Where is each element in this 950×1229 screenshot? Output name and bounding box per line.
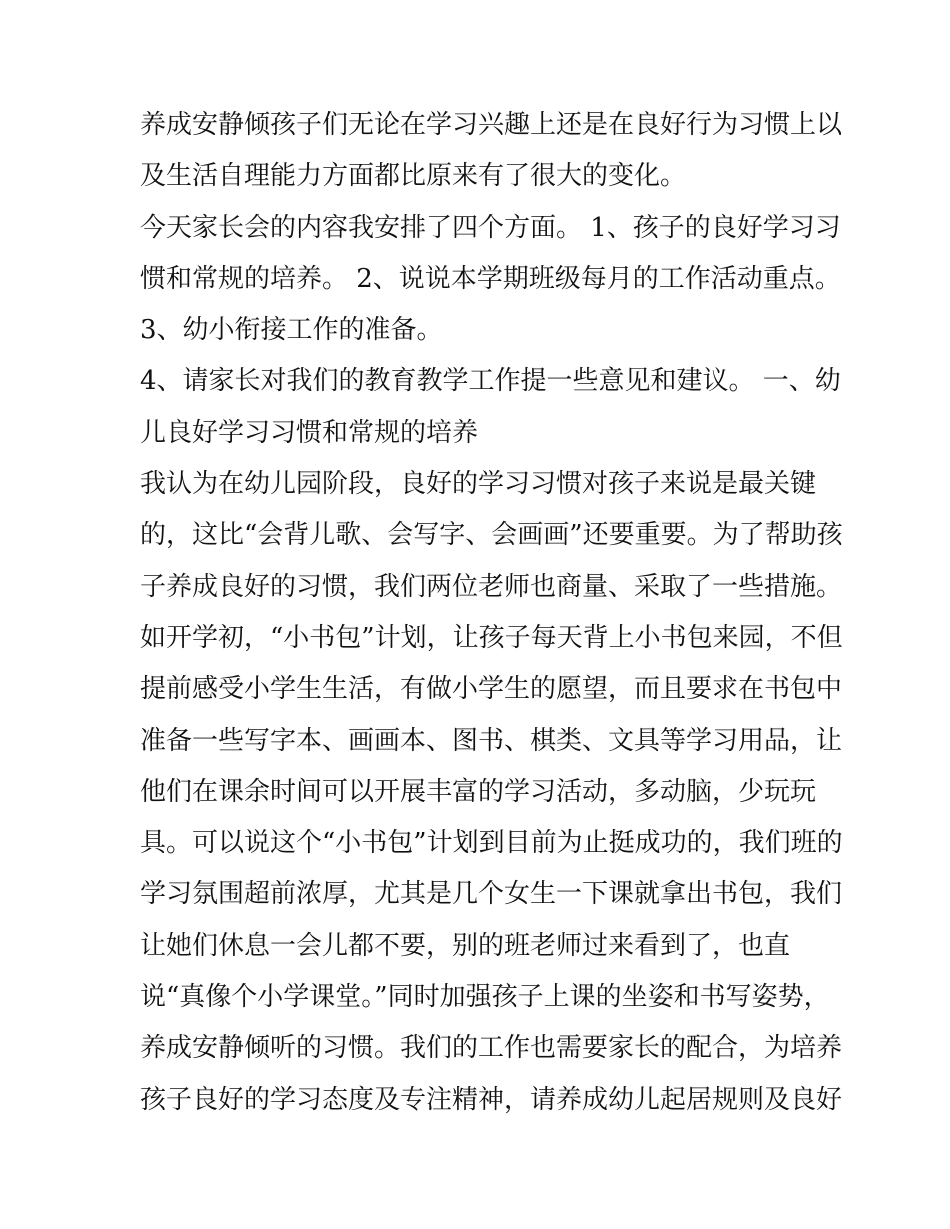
text-line: 今天家长会的内容我安排了四个方面。 1、孩子的良好学习习 — [140, 212, 841, 243]
text-line: 及生活自理能力方面都比原来有了很大的变化。 — [140, 161, 687, 192]
text-line: 惯和常规的培养。 2、说说本学期班级每月的工作活动重点。 — [140, 263, 841, 294]
text-line: 提前感受小学生生活，有做小学生的愿望，而且要求在书包中 — [140, 674, 843, 705]
text-line: 他们在课余时间可以开展丰富的学习活动，多动脑，少玩玩 — [140, 776, 817, 807]
text-line: 孩子良好的学习态度及专注精神，请养成幼儿起居规则及良好 — [140, 1084, 843, 1115]
text-line: 3、幼小衔接工作的准备。 — [140, 315, 443, 346]
text-line: 让她们休息一会儿都不要，别的班老师过来看到了，也直 — [140, 930, 791, 961]
text-line: 儿良好学习习惯和常规的培养 — [140, 417, 479, 448]
text-line: 如开学初，“小书包”计划，让孩子每天背上小书包来园，不但 — [140, 622, 843, 653]
text-line: 说“真像个小学课堂。”同时加强孩子上课的坐姿和书写姿势， — [140, 982, 830, 1013]
text-line: 准备一些写字本、画画本、图书、棋类、文具等学习用品，让 — [140, 725, 843, 756]
text-line: 的，这比“会背儿歌、会写字、会画画”还要重要。为了帮助孩 — [140, 520, 843, 551]
text-line: 养成安静倾听的习惯。我们的工作也需要家长的配合，为培养 — [140, 1033, 843, 1064]
text-line: 我认为在幼儿园阶段，良好的学习习惯对孩子来说是最关键 — [140, 469, 817, 500]
text-line: 具。可以说这个“小书包”计划到目前为止挺成功的，我们班的 — [140, 828, 843, 859]
text-line: 学习氛围超前浓厚，尤其是几个女生一下课就拿出书包，我们 — [140, 879, 843, 910]
text-line: 子养成良好的习惯，我们两位老师也商量、采取了一些措施。 — [140, 571, 843, 602]
text-line: 养成安静倾孩子们无论在学习兴趣上还是在良好行为习惯上以 — [140, 110, 843, 140]
text-line: 4、请家长对我们的教育教学工作提一些意见和建议。 一、幼 — [140, 366, 841, 397]
document-body — [140, 100, 843, 1126]
